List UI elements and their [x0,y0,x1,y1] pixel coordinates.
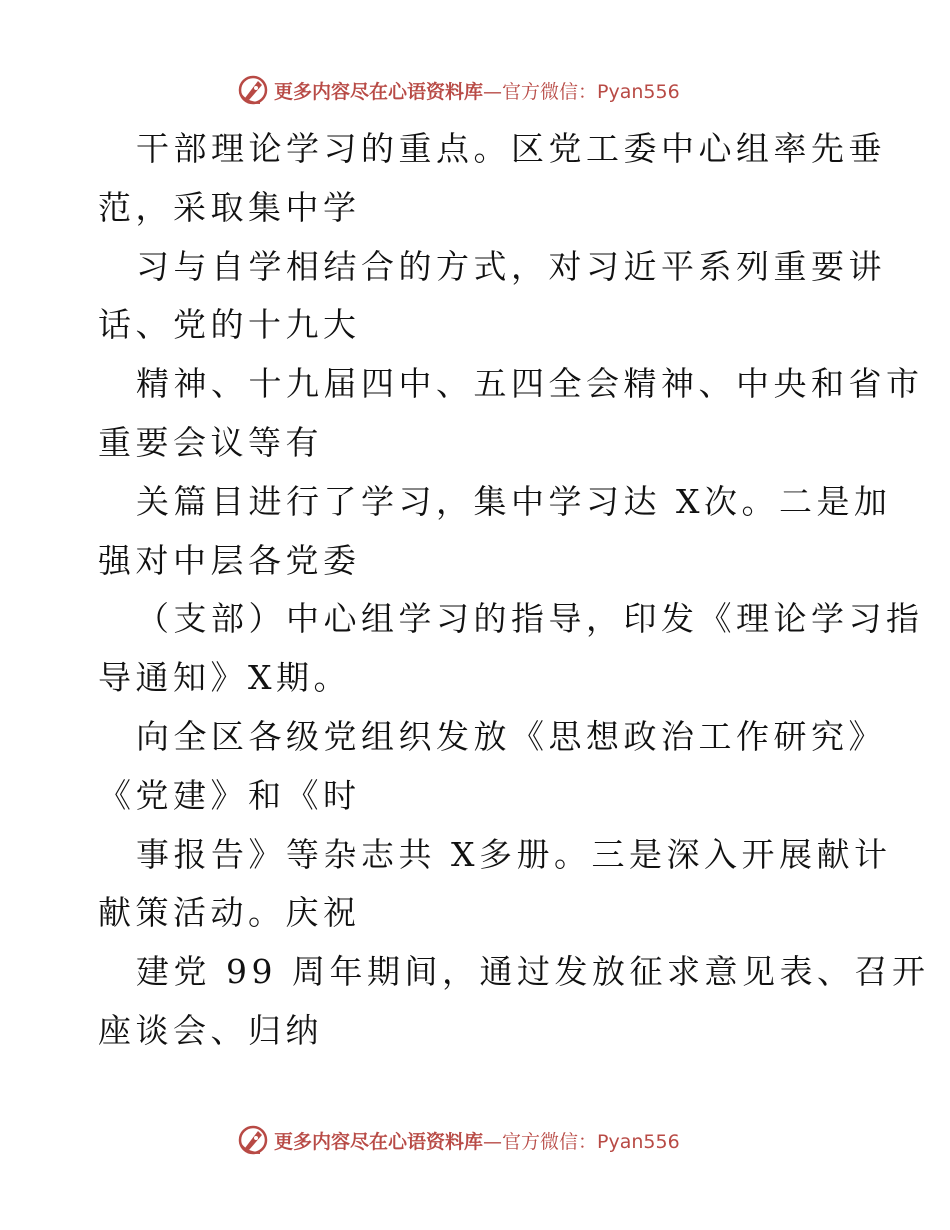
pen-nib-logo-icon [236,1123,270,1157]
body-line: 献策活动。庆祝 [98,893,361,933]
body-line: 事报告》等杂志共 X多册。三是深入开展献计 [136,834,892,874]
body-line: 精神、十九届四中、五四全会精神、中央和省市 [136,364,924,404]
pen-nib-logo-icon [236,73,270,107]
body-line: 习与自学相结合的方式，对习近平系列重要讲 [136,246,886,286]
footer-banner [236,1122,680,1158]
body-line: （支部）中心组学习的指导，印发《理论学习指 [136,599,924,639]
body-line: 座谈会、归纳 [98,1010,323,1050]
body-line: 强对中层各党委 [98,540,361,580]
header-banner-text: 更多内容尽在心语资料库—官方微信：Pyan556 [274,80,680,103]
body-line: 向全区各级党组织发放《思想政治工作研究》 [136,716,886,756]
footer-banner-text: 更多内容尽在心语资料库—官方微信：Pyan556 [274,1130,680,1153]
body-line: 范，采取集中学 [98,187,361,227]
body-line: 话、党的十九大 [98,305,361,345]
body-line: 干部理论学习的重点。区党工委中心组率先垂 [136,129,886,168]
body-line: 重要会议等有 [98,422,323,462]
body-line: 建党 99 周年期间，通过发放征求意见表、召开 [136,952,930,992]
body-line: 《党建》和《时 [98,775,361,815]
header-banner [236,72,680,108]
document-body [98,120,930,1061]
body-line: 关篇目进行了学习，集中学习达 X次。二是加 [136,481,892,521]
body-line: 导通知》X期。 [98,658,351,698]
